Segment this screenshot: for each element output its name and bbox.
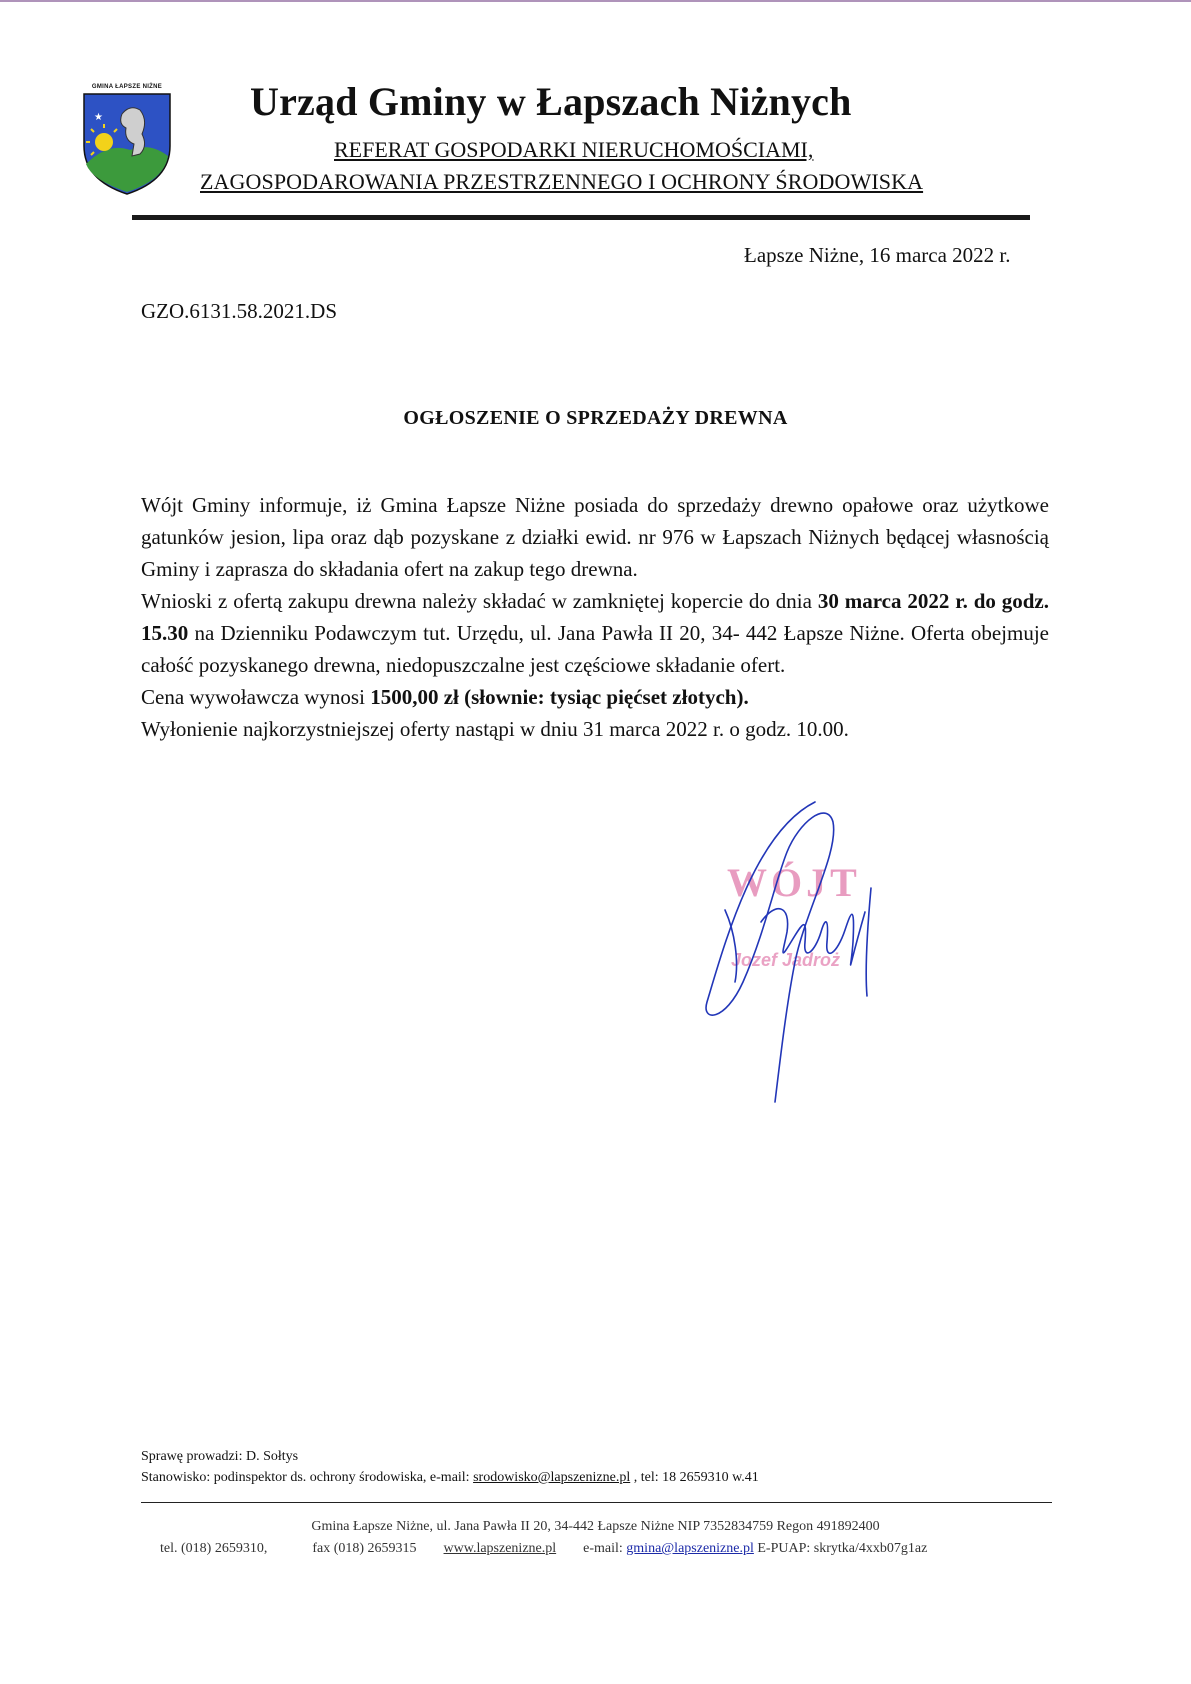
crest-label: GMINA ŁAPSZE NIŻNE <box>91 84 163 90</box>
office-title: Urząd Gminy w Łapszach Niżnych <box>250 79 852 124</box>
paragraph-submission <box>141 585 1049 681</box>
footer-address: Gmina Łapsze Niżne, ul. Jana Pawła II 20, 34-442 Łapsze Niżne NIP 7352834759 Regon 491892400 <box>311 1519 880 1534</box>
footer-contacts <box>160 1541 927 1557</box>
email-label: e-mail: <box>583 1541 627 1556</box>
footer-tel: tel. (018) 2659310, <box>160 1541 268 1556</box>
paragraph-intro: Wójt Gminy informuje, iż Gmina Łapsze Niżne posiada do sprzedaży drewno opałowe oraz użytkowe gatunków jesion, lipa oraz dąb pozyskane z działki ewid. nr 976 w Łapszach Niżnych będącej własnością Gminy i zaprasza do składania ofert na zakup tego drewna. <box>141 493 1049 581</box>
epuap-box: E-PUAP: skrytka/4xxb07g1az <box>753 1541 928 1556</box>
header-rule <box>132 215 1030 220</box>
signature-with-stamp <box>695 792 925 1108</box>
submission-deadline: 30 marca 2022 r. do godz. 15.30 <box>141 589 1050 645</box>
footer-fax: fax (018) 2659315 <box>312 1541 417 1556</box>
case-handler: Sprawę prowadzi: D. Sołtys <box>141 1449 299 1464</box>
stamp-title: WÓJT <box>727 860 861 905</box>
place-and-date: Łapsze Niżne, 16 marca 2022 r. <box>744 243 1011 267</box>
position-phone: , tel: 18 2659310 w.41 <box>630 1470 759 1485</box>
position-line <box>141 1470 759 1486</box>
paragraph-selection: Wyłonienie najkorzystniejszej oferty nastąpi w dniu 31 marca 2022 r. o godz. 10.00. <box>141 717 849 741</box>
price-label: Cena wywoławcza wynosi <box>141 685 371 709</box>
svg-text:★: ★ <box>94 112 103 123</box>
submission-text-c: na Dzienniku Podawczym tut. Urzędu, ul. Jana Pawła II 20, 34- 442 Łapsze Niżne. Oferta obejmuje całość pozyskanego drewna, niedopuszczalne jest częściowe składanie ofert. <box>141 621 1049 677</box>
email-link[interactable]: gmina@lapszenizne.pl <box>626 1541 754 1556</box>
submission-text-a: Wnioski z ofertą zakupu drewna należy składać w zamkniętej kopercie do dnia <box>141 589 818 613</box>
position-text: Stanowisko: podinspektor ds. ochrony środowiska, e-mail: <box>141 1470 474 1485</box>
department-line-2: ZAGOSPODAROWANIA PRZESTRZENNEGO I OCHRONY ŚRODOWISKA <box>200 169 924 194</box>
paragraph-price <box>141 681 1049 713</box>
reference-number: GZO.6131.58.2021.DS <box>141 299 338 323</box>
coat-of-arms-icon <box>78 84 176 196</box>
position-email-link[interactable]: srodowisko@lapszenizne.pl <box>473 1470 631 1485</box>
top-edge-line <box>0 0 1191 2</box>
announcement-heading: OGŁOSZENIE O SPRZEDAŻY DREWNA <box>403 407 788 429</box>
stamp-name: Jozef Jadroż <box>731 950 841 970</box>
announcement-body <box>141 489 1049 745</box>
department-line-1: REFERAT GOSPODARKI NIERUCHOMOŚCIAMI, <box>334 137 814 162</box>
price-value: 1500,00 zł (słownie: tysiąc pięćset złotych). <box>370 685 749 709</box>
footer-rule <box>141 1502 1052 1503</box>
website-link[interactable]: www.lapszenizne.pl <box>443 1541 557 1556</box>
